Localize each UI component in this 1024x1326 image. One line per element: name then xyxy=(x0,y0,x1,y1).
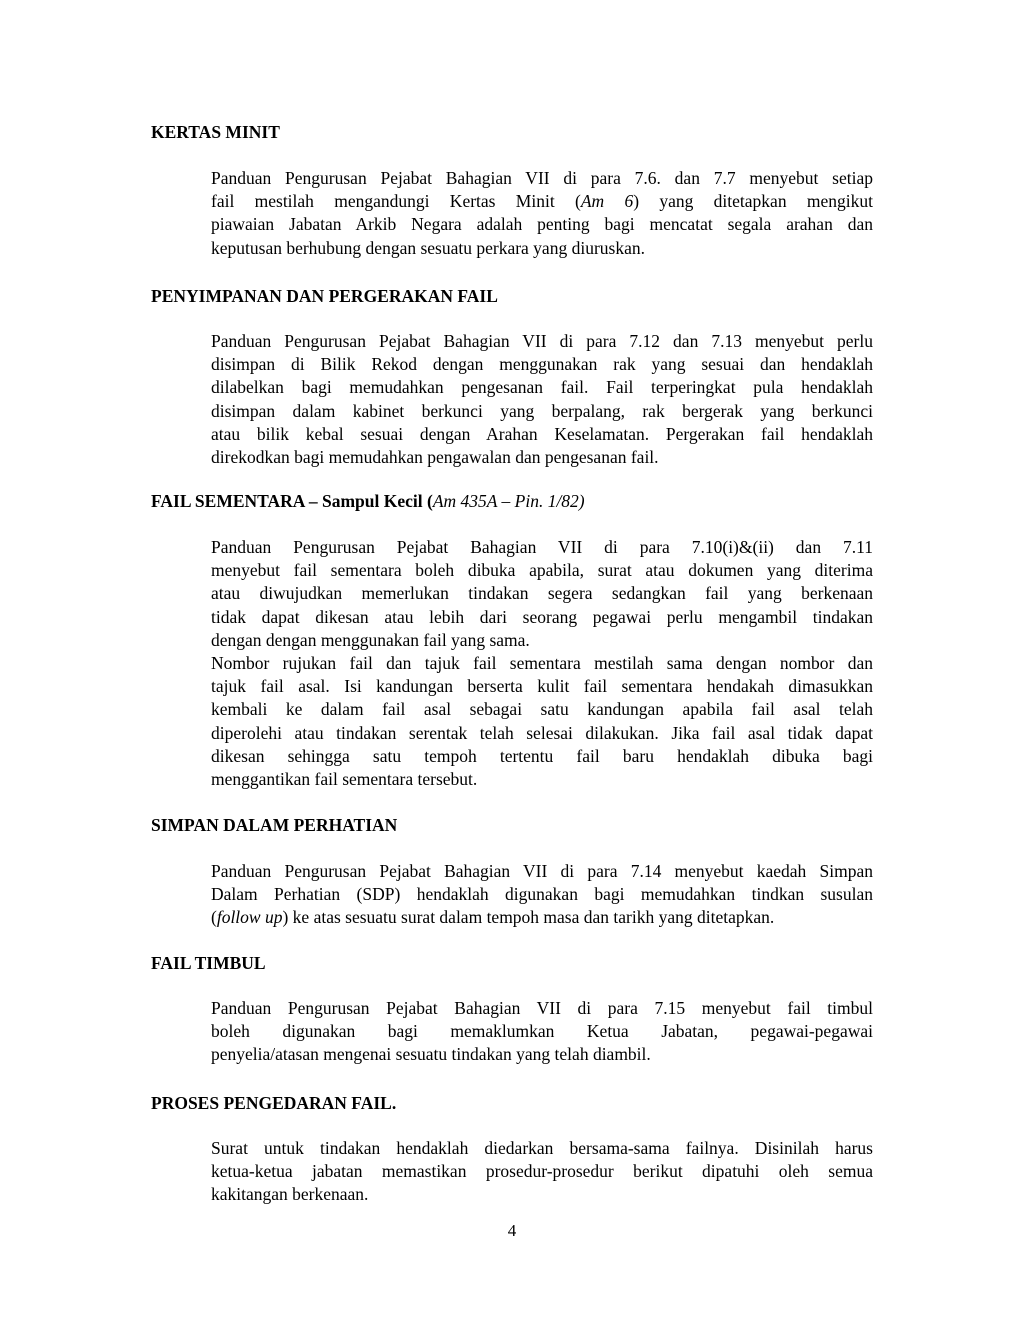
paragraph-line: atau diwujudkan memerlukan tindakan segera sedangkan fail yang berkenaan xyxy=(211,583,873,604)
paragraph-line: piawaian Jabatan Arkib Negara adalah penting bagi mencatat segala arahan dan xyxy=(211,214,873,235)
section-heading-fail-timbul xyxy=(151,952,266,975)
paragraph-line: penyelia/atasan mengenai sesuatu tindakan yang telah diambil. xyxy=(211,1044,651,1065)
paragraph-line: Dalam Perhatian (SDP) hendaklah digunakan bagi memudahkan tindkan susulan xyxy=(211,884,873,905)
paragraph-line: keputusan berhubung dengan sesuatu perkara yang diuruskan. xyxy=(211,237,645,258)
paragraph-line: menyebut fail sementara boleh dibuka apabila, surat atau dokumen yang diterima xyxy=(211,560,873,581)
paragraph-line: disimpan dalam kabinet berkunci yang berpalang, rak bergerak yang berkunci xyxy=(211,400,873,421)
form-reference: Am 6 xyxy=(580,191,634,212)
paragraph-line: tajuk fail asal. Isi kandungan berserta kulit fail sementara hendakah dimasukkan xyxy=(211,676,873,697)
section-heading-penyimpanan xyxy=(151,285,498,308)
section-paragraph-fail-timbul xyxy=(211,997,873,1067)
section-paragraph-simpan-dalam-perhatian xyxy=(211,860,873,930)
section-heading-proses-pengedaran xyxy=(151,1092,396,1115)
paragraph-line: Panduan Pengurusan Pejabat Bahagian VII di para 7.10(i)&(ii) dan 7.11 xyxy=(211,537,873,557)
paragraph-line: dikesan sehingga satu tempoh tertentu fail baru hendaklah dibuka bagi xyxy=(211,745,873,766)
heading-form-reference: Am 435A – Pin. 1/82) xyxy=(432,491,585,511)
section-heading-fail-sementara xyxy=(151,490,585,513)
page-number: 4 xyxy=(507,1221,517,1240)
heading-text: SIMPAN DALAM PERHATIAN xyxy=(151,815,398,835)
paragraph-line: menggantikan fail sementara tersebut. xyxy=(211,768,478,789)
heading-text: PENYIMPANAN DAN PERGERAKAN FAIL xyxy=(151,286,498,306)
paragraph-line: Panduan Pengurusan Pejabat Bahagian VII di para 7.12 dan 7.13 menyebut perlu xyxy=(211,331,873,351)
paragraph-line: direkodkan bagi memudahkan pengawalan dan pengesanan fail. xyxy=(211,446,659,467)
heading-text: PROSES PENGEDARAN FAIL. xyxy=(151,1093,397,1113)
paragraph-line: Panduan Pengurusan Pejabat Bahagian VII di para 7.14 menyebut kaedah Simpan xyxy=(211,861,873,881)
paragraph-line: (follow up) ke atas sesuatu surat dalam tempoh masa dan tarikh yang ditetapkan. xyxy=(211,907,775,928)
paragraph-line: dengan dengan menggunakan fail yang sama. xyxy=(211,629,530,650)
paragraph-line: dilabelkan bagi memudahkan pengesanan fail. Fail terperingkat pula hendaklah xyxy=(211,377,873,398)
section-paragraph-kertas-minit xyxy=(211,167,873,260)
section-paragraph-proses-pengedaran xyxy=(211,1137,873,1207)
paragraph-line: ketua-ketua jabatan memastikan prosedur-prosedur berikut dipatuhi oleh semua xyxy=(211,1161,873,1182)
heading-text: KERTAS MINIT xyxy=(151,122,280,142)
section-paragraph-fail-sementara xyxy=(211,536,873,791)
paragraph-line: fail mestilah mengandungi Kertas Minit (Am 6) yang ditetapkan mengikut xyxy=(211,191,873,212)
section-paragraph-penyimpanan xyxy=(211,330,873,469)
paragraph-line: kembali ke dalam fail asal sebagai satu kandungan apabila fail asal telah xyxy=(211,699,873,720)
paragraph-line: Nombor rujukan fail dan tajuk fail sementara mestilah sama dengan nombor dan xyxy=(211,652,873,673)
paragraph-line: atau bilik kebal sesuai dengan Arahan Keselamatan. Pergerakan fail hendaklah xyxy=(211,423,873,444)
paragraph-line: tidak dapat dikesan atau lebih dari seorang pegawai perlu mengambil tindakan xyxy=(211,606,873,627)
paragraph-line: diperolehi atau tindakan serentak telah selesai dilakukan. Jika fail asal tidak dapat xyxy=(211,722,873,743)
section-heading-kertas-minit xyxy=(151,121,280,144)
paragraph-line: Panduan Pengurusan Pejabat Bahagian VII di para 7.15 menyebut fail timbul xyxy=(211,998,873,1018)
italic-term: follow up xyxy=(216,907,283,928)
heading-text: FAIL SEMENTARA – Sampul Kecil ( xyxy=(151,491,433,511)
paragraph-line: Surat untuk tindakan hendaklah diedarkan bersama-sama failnya. Disinilah harus xyxy=(211,1138,873,1158)
paragraph-line: disimpan di Bilik Rekod dengan menggunakan rak yang sesuai dan hendaklah xyxy=(211,354,873,375)
paragraph-line: Panduan Pengurusan Pejabat Bahagian VII di para 7.6. dan 7.7 menyebut setiap xyxy=(211,168,873,188)
section-heading-simpan-dalam-perhatian xyxy=(151,814,397,837)
paragraph-line: boleh digunakan bagi memaklumkan Ketua Jabatan, pegawai-pegawai xyxy=(211,1021,873,1042)
paragraph-line: kakitangan berkenaan. xyxy=(211,1184,369,1205)
heading-text: FAIL TIMBUL xyxy=(151,953,266,973)
